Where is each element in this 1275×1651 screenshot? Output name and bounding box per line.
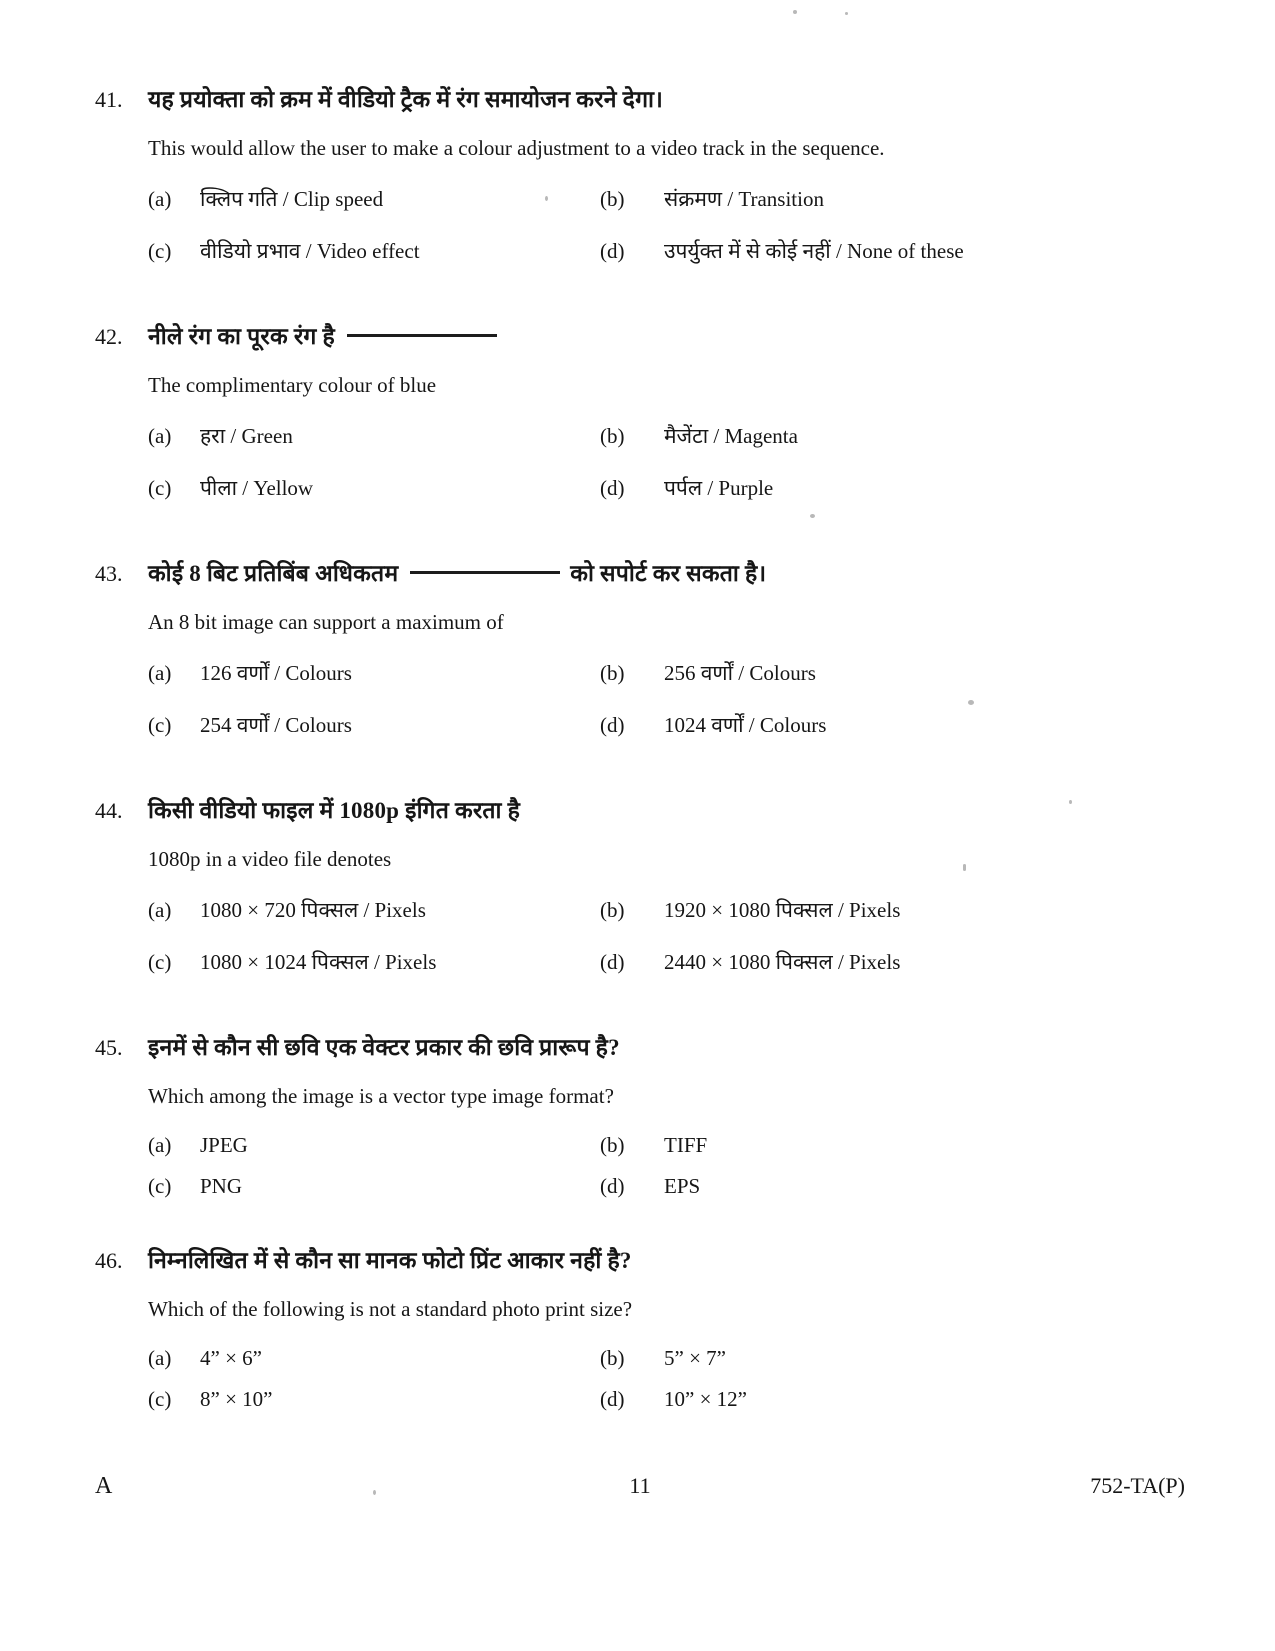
- question-number: 41.: [95, 87, 123, 112]
- option-text: EPS: [664, 1174, 701, 1198]
- option-text: 5” × 7”: [664, 1346, 726, 1370]
- question-text-english: This would allow the user to make a colour adjustment to a video track in the sequence.: [148, 136, 885, 160]
- option-text: 126 वर्णों / Colours: [200, 661, 352, 685]
- option-a: [148, 896, 600, 924]
- option-text: 1080 × 1024 पिक्सल / Pixels: [200, 950, 437, 974]
- option-d: [600, 711, 1200, 739]
- question-43-options: [148, 659, 1200, 739]
- question-45-head: [95, 1030, 1200, 1062]
- question-text-english: Which of the following is not a standard photo print size?: [148, 1297, 633, 1321]
- question-number: 42.: [95, 324, 123, 349]
- option-letter: (d): [600, 1174, 625, 1198]
- booklet-series: A: [95, 1473, 113, 1499]
- option-b: [600, 422, 1200, 450]
- option-letter: (d): [600, 239, 625, 263]
- question-number: 46.: [95, 1248, 123, 1273]
- option-text: 1024 वर्णों / Colours: [664, 713, 827, 737]
- question-text-hindi-before: नीले रंग का पूरक रंग है: [148, 324, 335, 349]
- question-42-options: [148, 422, 1200, 502]
- option-letter: (a): [148, 424, 172, 448]
- option-letter: (b): [600, 1133, 625, 1157]
- option-text: 2440 × 1080 पिक्सल / Pixels: [664, 950, 901, 974]
- option-letter: (b): [600, 187, 625, 211]
- question-text-hindi: [148, 556, 766, 588]
- option-a: [148, 185, 600, 213]
- option-text: उपर्युक्त में से कोई नहीं / None of these: [664, 239, 964, 263]
- option-text: 256 वर्णों / Colours: [664, 661, 816, 685]
- option-c: [148, 948, 600, 976]
- option-text: 254 वर्णों / Colours: [200, 713, 352, 737]
- option-a: [148, 422, 600, 450]
- scan-speck: [1069, 800, 1072, 804]
- option-letter: (a): [148, 898, 172, 922]
- option-text: 10” × 12”: [664, 1387, 747, 1411]
- option-letter: (b): [600, 898, 625, 922]
- scan-speck: [373, 1490, 376, 1495]
- question-44: [95, 793, 1200, 976]
- option-letter: (c): [148, 239, 172, 263]
- option-d: [600, 237, 1200, 265]
- option-d: [600, 1387, 1200, 1412]
- question-42-head: [95, 319, 1200, 351]
- scan-speck: [793, 10, 797, 14]
- scan-speck: [968, 700, 974, 705]
- option-text: क्लिप गति / Clip speed: [200, 187, 384, 211]
- option-text: मैजेंटा / Magenta: [664, 424, 798, 448]
- option-a: [148, 659, 600, 687]
- question-45-options: [148, 1133, 1200, 1199]
- scan-speck: [810, 514, 815, 518]
- option-letter: (d): [600, 713, 625, 737]
- question-text-hindi: [148, 319, 507, 351]
- scan-speck: [545, 196, 548, 201]
- option-text: 4” × 6”: [200, 1346, 262, 1370]
- question-41-options: [148, 185, 1200, 265]
- question-43-head: [95, 556, 1200, 588]
- question-text-hindi-after: को सपोर्ट कर सकता है।: [570, 561, 767, 586]
- option-b: [600, 185, 1200, 213]
- option-b: [600, 659, 1200, 687]
- question-text-english: Which among the image is a vector type image format?: [148, 1084, 614, 1108]
- blank-line: [347, 334, 497, 337]
- question-text-hindi: निम्नलिखित में से कौन सा मानक फोटो प्रिंट आकार नहीं है?: [148, 1248, 632, 1273]
- question-46: [95, 1243, 1200, 1412]
- option-text: वीडियो प्रभाव / Video effect: [200, 239, 420, 263]
- option-a: [148, 1133, 600, 1158]
- question-text-english: An 8 bit image can support a maximum of: [148, 610, 504, 634]
- option-letter: (a): [148, 1346, 172, 1370]
- page-footer: [95, 1473, 1185, 1500]
- option-text: 1920 × 1080 पिक्सल / Pixels: [664, 898, 901, 922]
- option-d: [600, 474, 1200, 502]
- question-text-hindi-before: कोई 8 बिट प्रतिबिंब अधिकतम: [148, 561, 399, 586]
- option-text: 8” × 10”: [200, 1387, 273, 1411]
- question-42: [95, 319, 1200, 502]
- option-text: 1080 × 720 पिक्सल / Pixels: [200, 898, 426, 922]
- question-43: [95, 556, 1200, 739]
- option-c: [148, 1174, 600, 1199]
- page-number: 11: [629, 1473, 651, 1498]
- option-letter: (c): [148, 1174, 172, 1198]
- question-41-head: [95, 82, 1200, 114]
- blank-line: [410, 571, 560, 574]
- option-b: [600, 1346, 1200, 1371]
- question-number: 43.: [95, 561, 123, 586]
- option-letter: (d): [600, 1387, 625, 1411]
- option-letter: (d): [600, 476, 625, 500]
- question-44-head: [95, 793, 1200, 825]
- option-letter: (a): [148, 1133, 172, 1157]
- question-text-hindi: यह प्रयोक्ता को क्रम में वीडियो ट्रैक में रंग समायोजन करने देगा।: [148, 87, 664, 112]
- option-c: [148, 474, 600, 502]
- question-number: 44.: [95, 798, 123, 823]
- question-44-options: [148, 896, 1200, 976]
- option-c: [148, 1387, 600, 1412]
- option-b: [600, 896, 1200, 924]
- option-text: पीला / Yellow: [200, 476, 314, 500]
- option-text: संक्रमण / Transition: [664, 187, 824, 211]
- question-41: [95, 82, 1200, 265]
- question-text-english: The complimentary colour of blue: [148, 373, 437, 397]
- option-d: [600, 1174, 1200, 1199]
- question-46-options: [148, 1346, 1200, 1412]
- option-text: PNG: [200, 1174, 243, 1198]
- option-letter: (a): [148, 661, 172, 685]
- option-c: [148, 237, 600, 265]
- option-text: पर्पल / Purple: [664, 476, 774, 500]
- option-letter: (a): [148, 187, 172, 211]
- option-d: [600, 948, 1200, 976]
- option-c: [148, 711, 600, 739]
- scan-speck: [845, 12, 848, 15]
- option-letter: (c): [148, 476, 172, 500]
- option-letter: (c): [148, 950, 172, 974]
- option-text: JPEG: [200, 1133, 248, 1157]
- question-45: [95, 1030, 1200, 1199]
- option-letter: (c): [148, 1387, 172, 1411]
- option-letter: (b): [600, 1346, 625, 1370]
- option-a: [148, 1346, 600, 1371]
- option-letter: (b): [600, 661, 625, 685]
- question-46-head: [95, 1243, 1200, 1275]
- option-letter: (b): [600, 424, 625, 448]
- option-letter: (c): [148, 713, 172, 737]
- option-text: हरा / Green: [200, 424, 293, 448]
- question-number: 45.: [95, 1035, 123, 1060]
- question-text-hindi: किसी वीडियो फाइल में 1080p इंगित करता है: [148, 798, 521, 823]
- option-text: TIFF: [664, 1133, 708, 1157]
- question-text-hindi: इनमें से कौन सी छवि एक वेक्टर प्रकार की छवि प्रारूप है?: [148, 1035, 620, 1060]
- paper-code: 752-TA(P): [1090, 1473, 1185, 1498]
- question-text-english: 1080p in a video file denotes: [148, 847, 392, 871]
- option-letter: (d): [600, 950, 625, 974]
- scan-speck: [963, 864, 966, 871]
- option-b: [600, 1133, 1200, 1158]
